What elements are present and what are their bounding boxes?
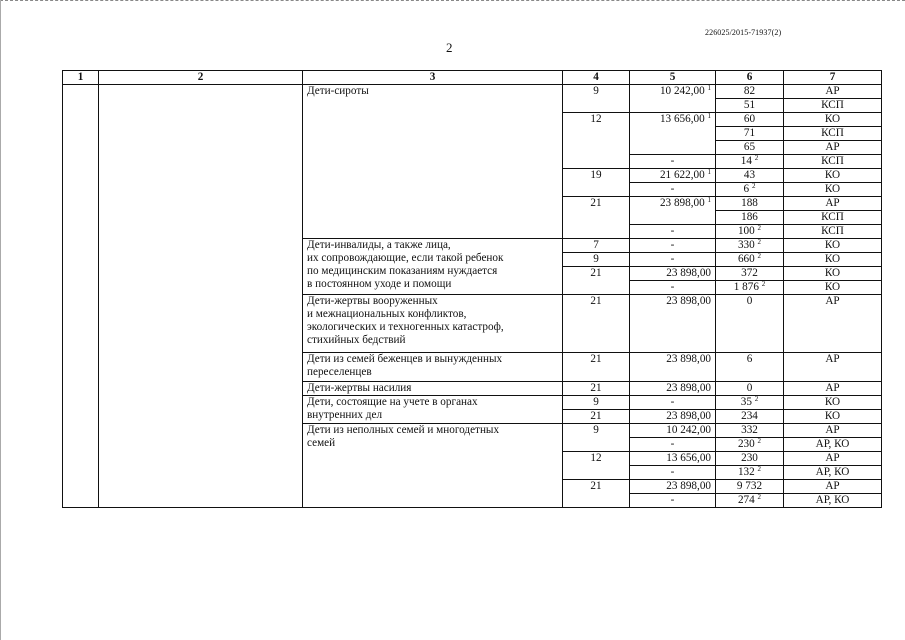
code-cell: АР <box>784 480 882 494</box>
code-cell: АР <box>784 452 882 466</box>
code-cell: КО <box>784 267 882 281</box>
amount-cell: 21 622,00 $^1$ <box>630 169 716 183</box>
age-cell: 9 <box>563 424 630 452</box>
code-cell: АР, КО <box>784 494 882 508</box>
allocation-table <box>62 70 882 508</box>
count-cell: 660 $^2$ <box>716 253 784 267</box>
count-cell: 230 $^2$ <box>716 438 784 452</box>
amount-cell: 23 898,00 <box>630 480 716 494</box>
code-cell: КО <box>784 183 882 197</box>
code-cell: КО <box>784 410 882 424</box>
code-cell: АР, КО <box>784 466 882 480</box>
count-cell: 274 $^2$ <box>716 494 784 508</box>
count-cell: 1 876 $^2$ <box>716 281 784 295</box>
code-cell: КСП <box>784 127 882 141</box>
count-cell: 65 <box>716 141 784 155</box>
age-cell: 21 <box>563 197 630 239</box>
category-name: Дети, состоящие на учете в органах внутренних дел <box>303 396 563 424</box>
code-cell: АР <box>784 424 882 438</box>
count-cell: 71 <box>716 127 784 141</box>
code-cell: АР, КО <box>784 438 882 452</box>
amount-cell: 13 656,00 <box>630 452 716 466</box>
age-cell: 21 <box>563 267 630 295</box>
count-cell: 14 $^2$ <box>716 155 784 169</box>
code-cell: КСП <box>784 225 882 239</box>
header-cell-4: 4 <box>563 71 630 85</box>
category-name: Дети-сироты <box>303 85 563 239</box>
code-cell: КСП <box>784 211 882 225</box>
amount-cell: - <box>630 253 716 267</box>
count-cell: 132 $^2$ <box>716 466 784 480</box>
count-cell: 186 <box>716 211 784 225</box>
age-cell: 9 <box>563 85 630 113</box>
page-number: 2 <box>446 40 453 55</box>
count-cell: 100 $^2$ <box>716 225 784 239</box>
age-cell: 7 <box>563 239 630 253</box>
column-2-cell <box>99 85 303 508</box>
age-cell: 19 <box>563 169 630 197</box>
amount-cell: 13 656,00 $^1$ <box>630 113 716 155</box>
code-cell: КО <box>784 113 882 127</box>
amount-cell: 23 898,00 <box>630 410 716 424</box>
header-cell-7: 7 <box>784 71 882 85</box>
code-cell: АР <box>784 295 882 353</box>
category-name: Дети из неполных семей и многодетных семей <box>303 424 563 508</box>
page-top-edge <box>0 0 905 1</box>
category-name: Дети-инвалиды, а также лица, их сопровождающие, если такой ребенок по медицинским показаниям нуждается в постоянном уходе и помощи <box>303 239 563 295</box>
amount-cell: 23 898,00 <box>630 353 716 382</box>
age-cell: 21 <box>563 410 630 424</box>
amount-cell: - <box>630 281 716 295</box>
age-cell: 21 <box>563 382 630 396</box>
code-cell: КСП <box>784 155 882 169</box>
header-cell-5: 5 <box>630 71 716 85</box>
amount-cell: - <box>630 225 716 239</box>
amount-cell: 10 242,00 $^1$ <box>630 85 716 113</box>
header-row <box>63 71 882 85</box>
document-number: 226025/2015-71937(2) <box>705 28 782 37</box>
amount-cell: - <box>630 494 716 508</box>
code-cell: АР <box>784 85 882 99</box>
count-cell: 372 <box>716 267 784 281</box>
amount-cell: 23 898,00 $^1$ <box>630 197 716 225</box>
header-cell-6: 6 <box>716 71 784 85</box>
count-cell: 230 <box>716 452 784 466</box>
code-cell: КО <box>784 253 882 267</box>
count-cell: 332 <box>716 424 784 438</box>
count-cell: 234 <box>716 410 784 424</box>
count-cell: 82 <box>716 85 784 99</box>
code-cell: КО <box>784 281 882 295</box>
code-cell: АР <box>784 382 882 396</box>
header-cell-3: 3 <box>303 71 563 85</box>
code-cell: КСП <box>784 99 882 113</box>
amount-cell: 23 898,00 <box>630 295 716 353</box>
code-cell: АР <box>784 353 882 382</box>
amount-cell: 10 242,00 <box>630 424 716 438</box>
count-cell: 60 <box>716 113 784 127</box>
header-cell-1: 1 <box>63 71 99 85</box>
amount-cell: - <box>630 155 716 169</box>
table-row <box>63 85 882 99</box>
code-cell: КО <box>784 169 882 183</box>
count-cell: 0 <box>716 382 784 396</box>
age-cell: 21 <box>563 353 630 382</box>
amount-cell: 23 898,00 <box>630 267 716 281</box>
age-cell: 21 <box>563 480 630 508</box>
category-name: Дети-жертвы вооруженных и межнациональных конфликтов, экологических и техногенных катастроф, стихийных бедствий <box>303 295 563 353</box>
amount-cell: - <box>630 466 716 480</box>
amount-cell: - <box>630 239 716 253</box>
amount-cell: - <box>630 183 716 197</box>
count-cell: 9 732 <box>716 480 784 494</box>
category-name: Дети из семей беженцев и вынужденных переселенцев <box>303 353 563 382</box>
count-cell: 35 $^2$ <box>716 396 784 410</box>
count-cell: 6 $^2$ <box>716 183 784 197</box>
age-cell: 9 <box>563 396 630 410</box>
code-cell: АР <box>784 197 882 211</box>
amount-cell: - <box>630 396 716 410</box>
count-cell: 0 <box>716 295 784 353</box>
amount-cell: - <box>630 438 716 452</box>
count-cell: 51 <box>716 99 784 113</box>
code-cell: КО <box>784 239 882 253</box>
amount-cell: 23 898,00 <box>630 382 716 396</box>
age-cell: 21 <box>563 295 630 353</box>
code-cell: КО <box>784 396 882 410</box>
page-left-edge <box>0 0 1 640</box>
age-cell: 12 <box>563 452 630 480</box>
age-cell: 12 <box>563 113 630 169</box>
count-cell: 330 $^2$ <box>716 239 784 253</box>
count-cell: 43 <box>716 169 784 183</box>
column-1-cell <box>63 85 99 508</box>
age-cell: 9 <box>563 253 630 267</box>
header-cell-2: 2 <box>99 71 303 85</box>
count-cell: 188 <box>716 197 784 211</box>
category-name: Дети-жертвы насилия <box>303 382 563 396</box>
count-cell: 6 <box>716 353 784 382</box>
code-cell: АР <box>784 141 882 155</box>
